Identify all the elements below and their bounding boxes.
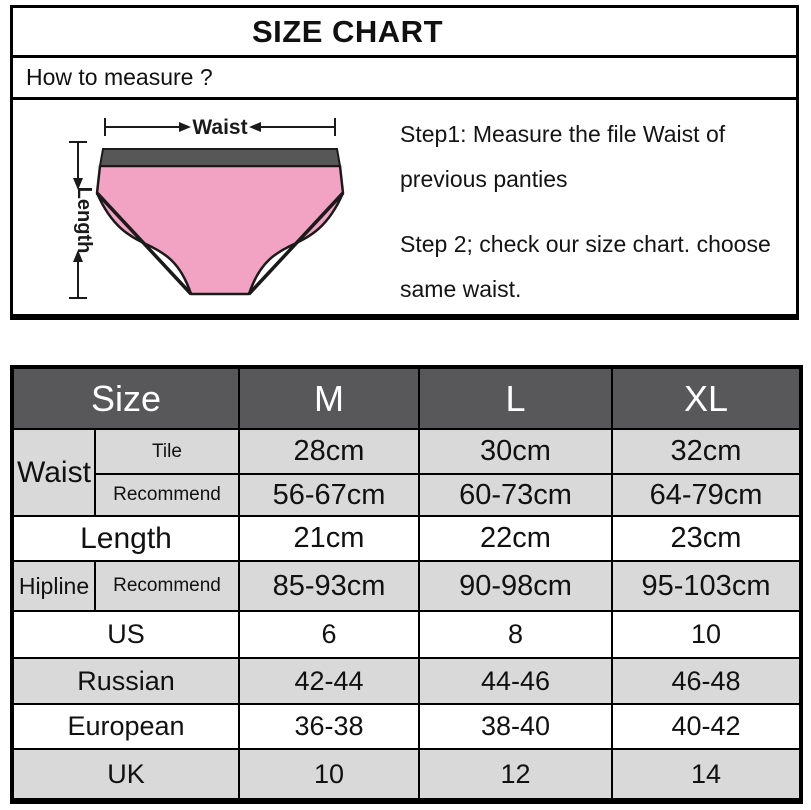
cell-waist-tile-l: 30cm (419, 429, 612, 474)
cell-russian-m: 42-44 (239, 658, 419, 704)
panties-shape (97, 149, 343, 294)
cell-russian-l: 44-46 (419, 658, 612, 704)
cell-hipline-xl: 95-103cm (612, 561, 801, 611)
cell-hipline-m: 85-93cm (239, 561, 419, 611)
row-waist-tile (12, 429, 801, 474)
cell-waist-recommend-label: Recommend (95, 474, 239, 516)
waistband-shape (100, 149, 340, 166)
waist-label: Waist (192, 116, 248, 139)
header-size: Size (12, 367, 239, 429)
cell-waist-tile-xl: 32cm (612, 429, 801, 474)
cell-us-label: US (12, 611, 239, 658)
title-box (10, 5, 799, 58)
cell-hipline-l: 90-98cm (419, 561, 612, 611)
how-to-measure-label: How to measure ? (26, 64, 213, 90)
row-hipline (12, 561, 801, 611)
row-us (12, 611, 801, 658)
how-to-measure-box (10, 55, 799, 100)
header-l: L (419, 367, 612, 429)
row-european (12, 704, 801, 749)
cell-european-l: 38-40 (419, 704, 612, 749)
cell-european-label: European (12, 704, 239, 749)
cell-waist-recommend-l: 60-73cm (419, 474, 612, 516)
cell-hipline-recommend-label: Recommend (95, 561, 239, 611)
row-uk (12, 749, 801, 801)
page-title: SIZE CHART (252, 13, 443, 49)
cell-uk-label: UK (12, 749, 239, 801)
step1-text: Step1: Measure the file Waist of previous panties (400, 121, 726, 192)
row-length (12, 516, 801, 561)
panties-diagram (13, 100, 403, 314)
cell-uk-l: 12 (419, 749, 612, 801)
length-label: Length (73, 186, 95, 254)
cell-waist-recommend-m: 56-67cm (239, 474, 419, 516)
measure-steps (400, 112, 795, 312)
cell-uk-xl: 14 (612, 749, 801, 801)
cell-us-m: 6 (239, 611, 419, 658)
cell-us-xl: 10 (612, 611, 801, 658)
cell-length-l: 22cm (419, 516, 612, 561)
measure-figure-box (10, 97, 799, 320)
cell-length-label: Length (12, 516, 239, 561)
table-header-row (12, 367, 801, 429)
row-russian (12, 658, 801, 704)
cell-length-xl: 23cm (612, 516, 801, 561)
cell-european-xl: 40-42 (612, 704, 801, 749)
cell-russian-xl: 46-48 (612, 658, 801, 704)
cell-waist-recommend-xl: 64-79cm (612, 474, 801, 516)
cell-tile-label: Tile (95, 429, 239, 474)
header-xl: XL (612, 367, 801, 429)
cell-us-l: 8 (419, 611, 612, 658)
cell-hipline-label: Hipline (12, 561, 95, 611)
header-m: M (239, 367, 419, 429)
cell-uk-m: 10 (239, 749, 419, 801)
cell-russian-label: Russian (12, 658, 239, 704)
cell-length-m: 21cm (239, 516, 419, 561)
row-waist-recommend (12, 474, 801, 516)
cell-european-m: 36-38 (239, 704, 419, 749)
step2-text: Step 2; check our size chart. choose same waist. (400, 231, 771, 302)
cell-waist-label: Waist (12, 429, 95, 516)
cell-waist-tile-m: 28cm (239, 429, 419, 474)
size-table (10, 365, 803, 804)
